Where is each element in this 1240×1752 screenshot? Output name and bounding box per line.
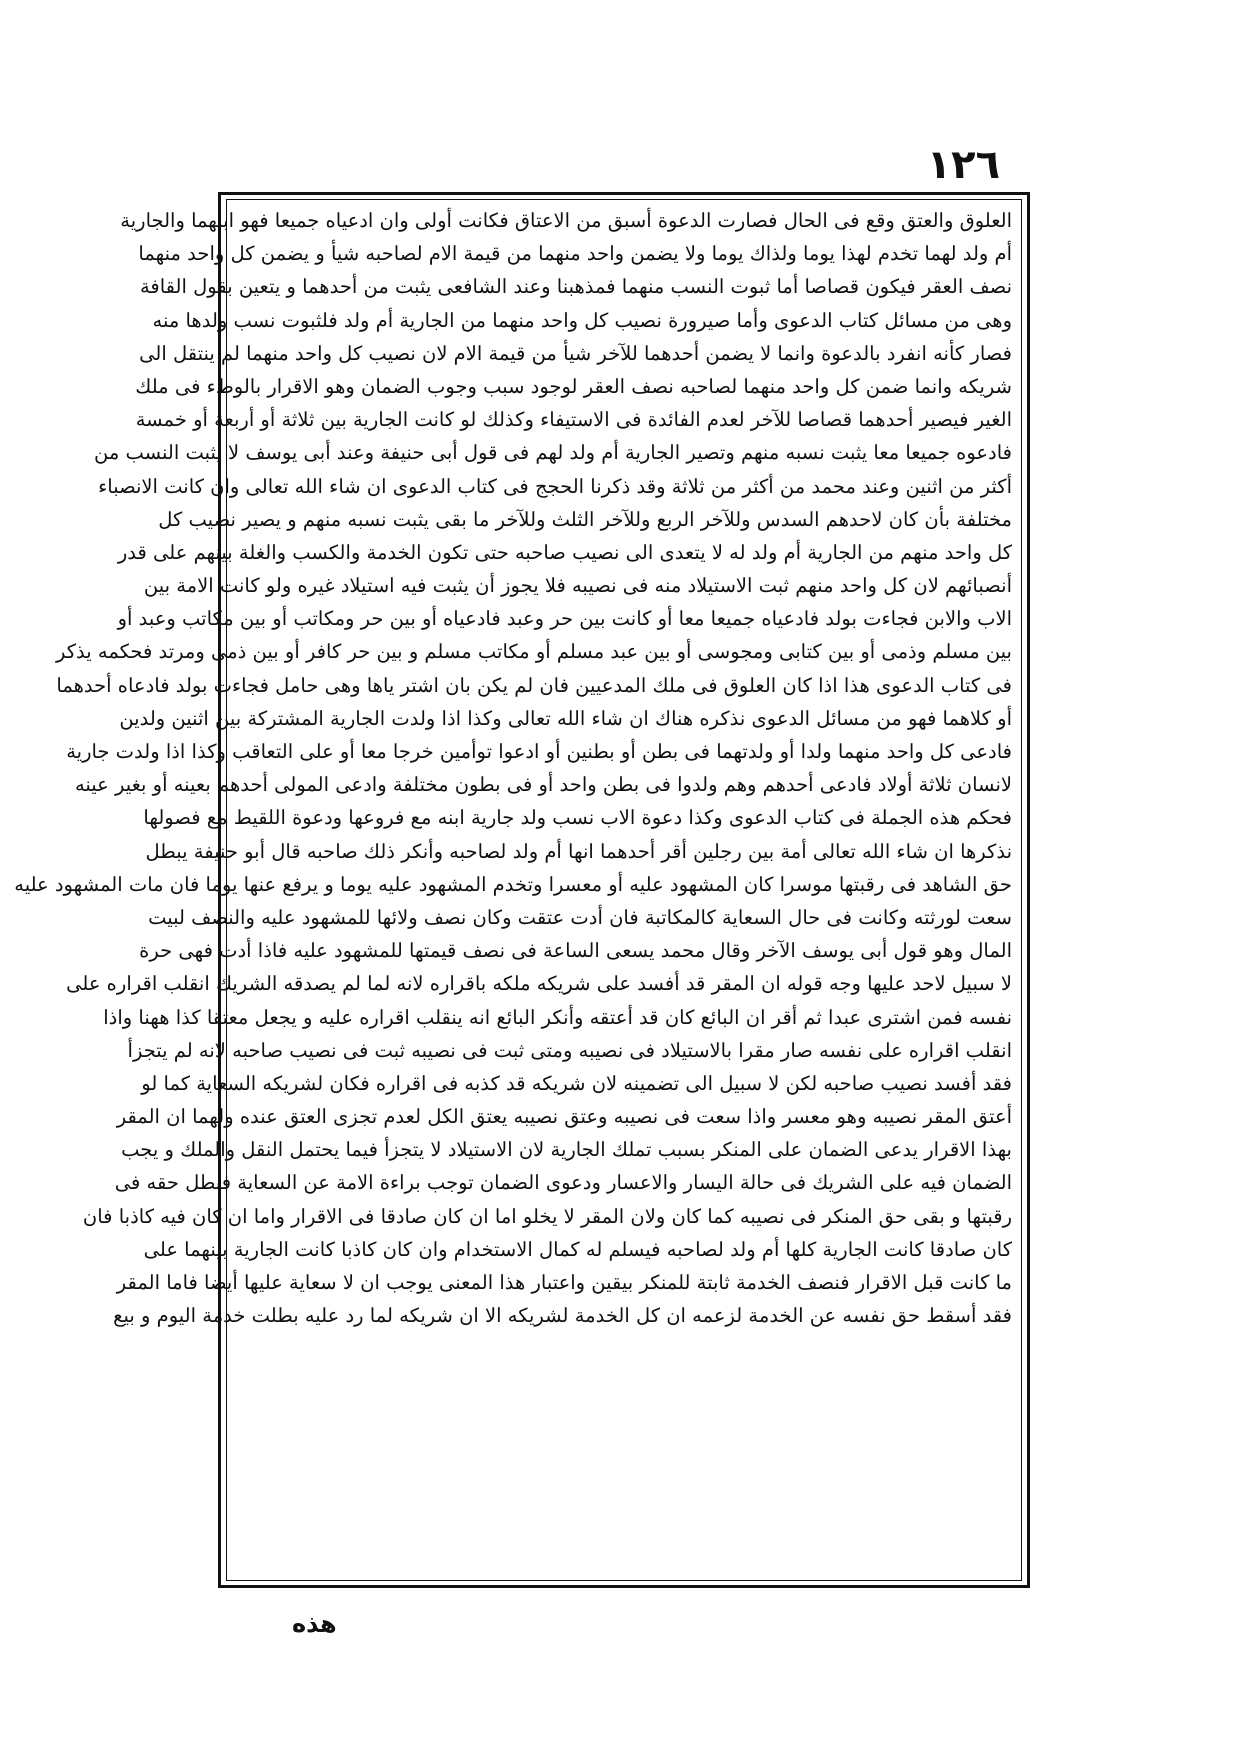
text-line: المال وهو قول أبى يوسف الآخر وقال محمد يسعى الساعة فى نصف قيمتها للمشهود عليه فاذا أدت فهى حرة xyxy=(139,939,1012,963)
text-line: فادعى كل واحد منهما ولدا أو ولدتهما فى بطن أو بطنين أو ادعوا توأمين خرجا معا أو على التعاقب وكذا اذا ولدت جارية xyxy=(66,740,1012,763)
catchword: هذه xyxy=(292,1610,337,1638)
text-line: كان صادقا كانت الجارية كلها أم ولد لصاحبه فيسلم له كمال الاستخدام وان كان كاذبا كانت الجارية بينهما على xyxy=(143,1237,1012,1261)
text-line: أنصبائهم لان كل واحد منهم ثبت الاستيلاد منه فى نصيبه فلا يجوز أن يثبت فيه استيلاد غيره ولو كانت الامة بين xyxy=(143,574,1012,598)
text-line: الاب والابن فجاءت بولد فادعياه جميعا معا أو كانت بين حر وعبد فادعياه أو بين حر ومكاتب أو بين مكاتب وعبد أو xyxy=(117,607,1012,631)
body-text xyxy=(14,204,1012,1576)
text-line: انقلب اقراره على نفسه صار مقرا بالاستيلاد فى نصيبه ومتى ثبت فى نصيبه ثبت فى نصيب صاحبه لانه لم يتجزأ xyxy=(127,1038,1012,1062)
text-line: مختلفة بأن كان لاحدهم السدس وللآخر الربع وللآخر الثلث وللآخر ما بقى يثبت نسبه منهم و يصير نصيب كل xyxy=(158,507,1012,531)
text-line: فحكم هذه الجملة فى كتاب الدعوى وكذا دعوة الاب نسب ولد جارية ابنه مع فروعها ودعوة اللقيط مع فصولها xyxy=(143,806,1012,830)
text-line: أو كلاهما فهو من مسائل الدعوى نذكره هناك ان شاء الله تعالى وكذا اذا ولدت الجارية المشتركة بين اثنين ولدين xyxy=(119,706,1012,730)
text-line: حق الشاهد فى رقبتها موسرا كان المشهود عليه أو معسرا وتخدم المشهود عليه يوما و يرفع عنها يوما فان مات المشهود عليه xyxy=(14,872,1012,896)
text-line: الغير فيصير أحدهما قصاصا للآخر لعدم الفائدة فى الاستيفاء وكذلك لو كانت الجارية بين ثلاثة أو أربعة أو خمسة xyxy=(135,408,1012,432)
text-line: لانسان ثلاثة أولاد فادعى أحدهم وهم ولدوا فى بطن واحد أو فى بطون مختلفة وادعى المولى أحدهم بعينه أو بغير عينه xyxy=(74,773,1012,797)
text-line: فى كتاب الدعوى هذا اذا كان العلوق فى ملك المدعيين فان لم يكن بان اشتر ياها وهى حامل فجاءت بولد فادعاه أحدهما xyxy=(56,673,1012,697)
text-line: فقد أسقط حق نفسه عن الخدمة لزعمه ان كل الخدمة لشريكه الا ان شريكه لما رد عليه بطلت خدمة اليوم و بيع xyxy=(113,1304,1012,1328)
text-line: فقد أفسد نصيب صاحبه لكن لا سبيل الى تضمينه لان شريكه قد كذبه فى اقراره فكان لشريكه السعاية كما لو xyxy=(141,1071,1012,1095)
text-line: أعتق المقر نصيبه وهو معسر واذا سعت فى نصيبه وعتق نصيبه يعتق الكل لعدم تجزى العتق عنده ولهما ان المقر xyxy=(116,1105,1012,1129)
text-line: شريكه وانما ضمن كل واحد منهما لصاحبه نصف العقر لوجود سبب وجوب الضمان وهو الاقرار بالوطء فى ملك xyxy=(135,374,1012,398)
text-line: نصف العقر فيكون قصاصا أما ثبوت النسب منهما فمذهبنا وعند الشافعى يثبت من أحدهما و يتعين بقول القافة xyxy=(139,275,1012,299)
text-line: بين مسلم وذمى أو بين كتابى ومجوسى أو بين عبد مسلم أو مكاتب مسلم و بين حر كافر أو بين ذمى ومرتد فحكمه يذكر xyxy=(55,640,1012,664)
text-line: كل واحد منهم من الجارية أم ولد له لا يتعدى الى نصيب صاحبه حتى تكون الخدمة والكسب والغلة بينهم على قدر xyxy=(117,540,1012,564)
text-line: ما كانت قبل الاقرار فنصف الخدمة ثابتة للمنكر بيقين واعتبار هذا المعنى يوجب ان لا سعاية عليها أيضا فاما المقر xyxy=(116,1271,1012,1294)
text-line: نفسه فمن اشترى عبدا ثم أقر ان البائع كان قد أعتقه وأنكر البائع انه ينقلب اقراره عليه و يجعل معتقا كذا ههنا واذا xyxy=(103,1005,1012,1029)
text-line: رقبتها و بقى حق المنكر فى نصيبه كما كان ولان المقر لا يخلو اما ان كان صادقا فى الاقرار واما ان كان فيه كاذبا فان xyxy=(82,1204,1012,1228)
text-line: نذكرها ان شاء الله تعالى أمة بين رجلين أقر أحدهما انها أم ولد لصاحبه وأنكر ذلك صاحبه قال أبو حنيفة يبطل xyxy=(145,839,1012,863)
text-line: العلوق والعتق وقع فى الحال فصارت الدعوة أسبق من الاعتاق فكانت أولى وان ادعياه جميعا فهو ابنهما والجارية xyxy=(120,209,1012,232)
text-line: فصار كأنه انفرد بالدعوة وانما لا يضمن أحدهما للآخر شيأ من قيمة الام لان نصيب كل واحد منهما لم ينتقل الى xyxy=(139,341,1012,365)
text-line: وهى من مسائل كتاب الدعوى وأما صيرورة نصيب كل واحد منهما من الجارية أم ولد فلثبوت نسب ولدها منه xyxy=(152,308,1012,332)
text-line: فادعوه جميعا معا يثبت نسبه منهم وتصير الجارية أم ولد لهم فى قول أبى حنيفة وعند أبى يوسف لا يثبت النسب من xyxy=(94,441,1012,465)
text-line: سعت لورثته وكانت فى حال السعاية كالمكاتبة فان أدت عتقت وكان نصف ولائها للمشهود عليه والنصف لبيت xyxy=(148,905,1012,929)
text-line: أم ولد لهما تخدم لهذا يوما ولذاك يوما ولا يضمن واحد منهما من قيمة الام لصاحبه شيأ و يضمن كل واحد منهما xyxy=(138,242,1012,266)
page-number: ١٢٦ xyxy=(926,142,1000,188)
text-line: بهذا الاقرار يدعى الضمان على المنكر بسبب تملك الجارية لان الاستيلاد لا يتجزأ فيما يحتمل النقل والملك و يجب xyxy=(121,1138,1012,1162)
text-line: الضمان فيه على الشريك فى حالة اليسار والاعسار ودعوى الضمان توجب براءة الامة عن السعاية فبطل حقه فى xyxy=(114,1171,1012,1195)
text-line: لا سبيل لاحد عليها وجه قوله ان المقر قد أفسد على شريكه ملكه باقراره لانه لما لم يصدقه الشريك انقلب اقراره على xyxy=(66,972,1012,996)
text-line: أكثر من اثنين وعند محمد من أكثر من ثلاثة وقد ذكرنا الحجج فى كتاب الدعوى ان شاء الله تعالى وان كانت الانصباء xyxy=(98,474,1012,498)
